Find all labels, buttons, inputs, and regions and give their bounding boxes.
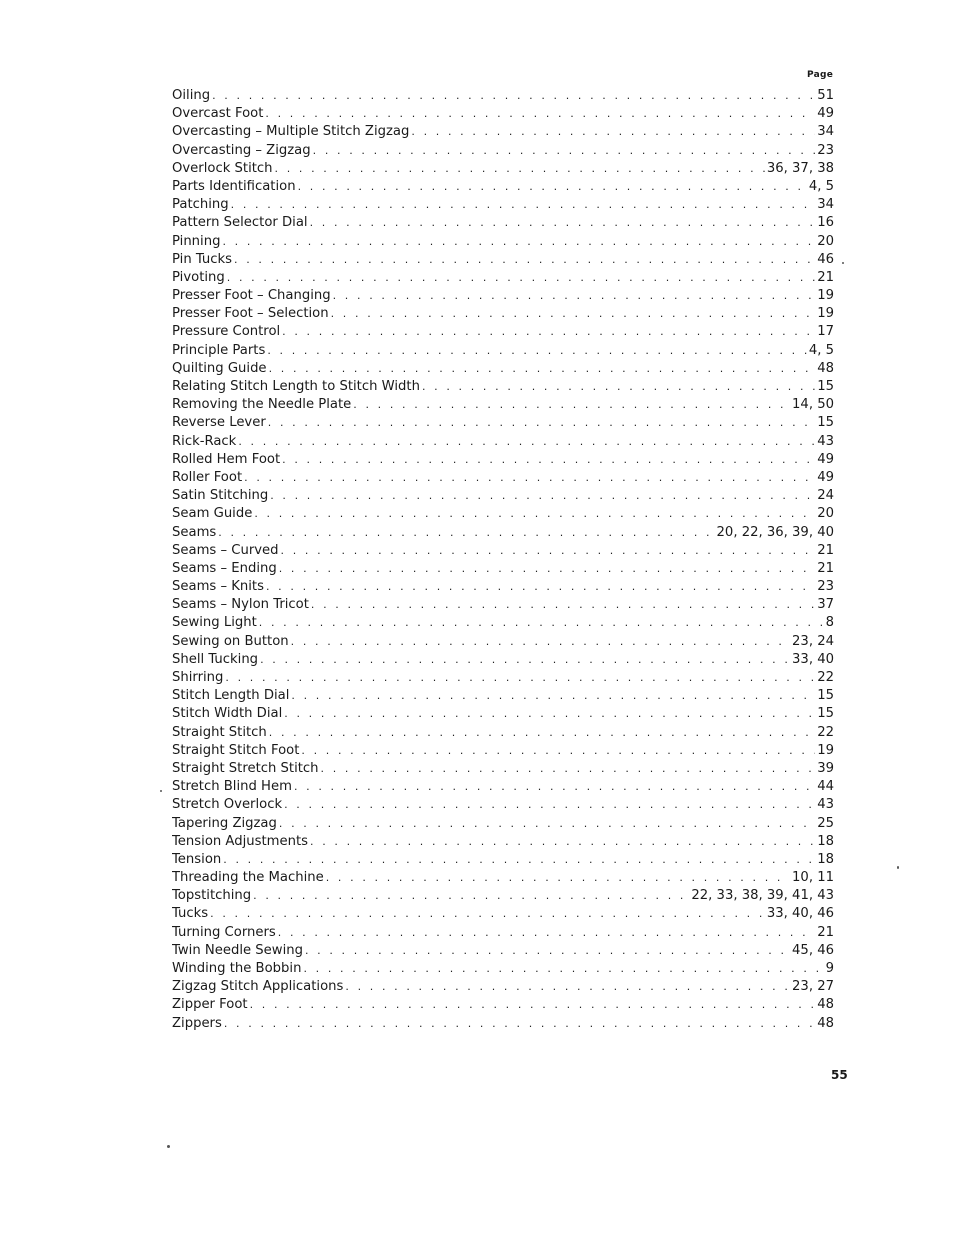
dot-leader <box>311 596 815 614</box>
dot-leader <box>284 705 815 723</box>
index-page-refs: 24 <box>817 488 834 504</box>
scan-speck <box>897 866 899 869</box>
dot-leader <box>254 505 815 523</box>
index-term: Pivoting <box>172 269 225 285</box>
dot-leader <box>222 233 815 251</box>
dot-leader <box>225 669 815 687</box>
index-term: Patching <box>172 197 229 213</box>
index-term: Sewing on Button <box>172 633 289 649</box>
index-page-refs: 48 <box>817 1015 834 1031</box>
index-page-refs: 43 <box>817 433 834 449</box>
index-page-refs: 14, 50 <box>792 397 834 413</box>
dot-leader <box>282 451 815 469</box>
index-page-refs: 16 <box>817 215 834 231</box>
index-page-refs: 22 <box>817 670 834 685</box>
dot-leader <box>333 287 816 305</box>
index-entry <box>172 196 834 214</box>
index-page-refs: 15 <box>817 688 834 704</box>
index-page-refs: 51 <box>817 88 834 103</box>
dot-leader <box>218 524 714 542</box>
index-entry <box>172 524 834 542</box>
index-term: Roller Foot <box>172 469 243 485</box>
index-entry <box>172 560 834 578</box>
scan-speck <box>160 790 162 792</box>
index-term: Parts Identification <box>172 178 296 194</box>
index-entry <box>172 287 834 305</box>
dot-leader <box>331 305 816 323</box>
dot-leader <box>212 87 815 105</box>
dot-leader <box>411 123 815 141</box>
index-entry <box>172 742 834 760</box>
dot-leader <box>313 142 816 160</box>
dot-leader <box>278 924 815 942</box>
dot-leader <box>266 578 815 596</box>
index-term: Rick-Rack <box>172 433 237 449</box>
index-entry <box>172 815 834 833</box>
index-page-refs: 49 <box>817 451 834 467</box>
dot-leader <box>282 323 815 341</box>
dot-leader <box>279 560 816 578</box>
index-list <box>172 87 834 1033</box>
index-entry <box>172 851 834 869</box>
index-entry <box>172 614 834 632</box>
index-term: Stitch Width Dial <box>172 706 283 722</box>
index-term: Satin Stitching <box>172 488 269 504</box>
index-term: Straight Stretch Stitch <box>172 760 319 776</box>
index-page-refs: 48 <box>817 997 834 1013</box>
index-term: Presser Foot – Selection <box>172 306 329 322</box>
index-page-refs: 9 <box>825 961 834 976</box>
dot-leader <box>305 942 790 960</box>
dot-leader <box>422 378 815 396</box>
index-entry <box>172 596 834 614</box>
index-entry <box>172 142 834 160</box>
index-page-refs: 4, 5 <box>808 342 834 358</box>
scan-speck <box>167 1145 170 1148</box>
dot-leader <box>321 760 816 778</box>
dot-leader <box>284 796 815 814</box>
index-entry <box>172 505 834 523</box>
index-page-refs: 37 <box>817 597 834 613</box>
dot-leader <box>268 414 815 432</box>
index-entry <box>172 469 834 487</box>
dot-leader <box>310 833 815 851</box>
index-page-refs: 23 <box>817 142 834 158</box>
dot-leader <box>244 469 815 487</box>
dot-leader <box>259 614 824 632</box>
index-page-refs: 17 <box>817 324 834 340</box>
index-page-refs: 21 <box>817 560 834 576</box>
index-page-refs: 36, 37, 38 <box>766 160 834 176</box>
index-term: Quilting Guide <box>172 360 267 376</box>
index-entry <box>172 378 834 396</box>
index-term: Presser Foot – Changing <box>172 288 331 304</box>
index-entry <box>172 433 834 451</box>
index-entry <box>172 87 834 105</box>
index-page-refs: 19 <box>817 306 834 322</box>
index-term: Tapering Zigzag <box>172 815 277 831</box>
dot-leader <box>275 160 765 178</box>
dot-leader <box>270 487 815 505</box>
index-entry <box>172 924 834 942</box>
scan-speck <box>842 262 844 264</box>
index-page-refs: 39 <box>817 760 834 776</box>
index-entry <box>172 160 834 178</box>
index-term: Seams – Curved <box>172 542 279 558</box>
index-page-refs: 23, 24 <box>792 633 834 649</box>
index-entry <box>172 414 834 432</box>
index-entry <box>172 887 834 905</box>
index-page-refs: 22, 33, 38, 39, 41, 43 <box>691 888 834 904</box>
index-term: Oiling <box>172 88 211 103</box>
index-term: Reverse Lever <box>172 415 266 431</box>
index-page-refs: 33, 40, 46 <box>766 906 834 922</box>
dot-leader <box>294 778 815 796</box>
index-term: Zipper Foot <box>172 997 248 1013</box>
dot-leader <box>298 178 807 196</box>
dot-leader <box>269 724 815 742</box>
index-page-refs: 21 <box>817 269 834 285</box>
index-entry <box>172 942 834 960</box>
index-page-refs: 46 <box>817 251 834 267</box>
index-page-refs: 34 <box>817 197 834 213</box>
index-page-refs: 21 <box>817 924 834 940</box>
index-page-refs: 23, 27 <box>792 979 834 995</box>
index-entry <box>172 869 834 887</box>
index-entry <box>172 778 834 796</box>
index-entry <box>172 1015 834 1033</box>
index-term: Winding the Bobbin <box>172 961 302 976</box>
index-term: Zippers <box>172 1015 222 1031</box>
index-term: Rolled Hem Foot <box>172 451 281 467</box>
dot-leader <box>250 996 816 1014</box>
index-entry <box>172 251 834 269</box>
index-term: Tension Adjustments <box>172 833 309 849</box>
dot-leader <box>326 869 790 887</box>
index-entry <box>172 833 834 851</box>
index-entry <box>172 633 834 651</box>
index-page-refs: 15 <box>817 415 834 431</box>
index-term: Seams – Knits <box>172 579 264 595</box>
index-term: Pin Tucks <box>172 251 233 267</box>
index-entry <box>172 542 834 560</box>
index-entry <box>172 724 834 742</box>
index-page-refs: 45, 46 <box>792 942 834 958</box>
index-page-refs: 43 <box>817 797 834 813</box>
dot-leader <box>345 978 790 996</box>
index-page-refs: 21 <box>817 542 834 558</box>
index-entry <box>172 323 834 341</box>
dot-leader <box>260 651 790 669</box>
index-entry <box>172 687 834 705</box>
index-term: Tension <box>172 851 222 867</box>
index-term: Overcasting – Zigzag <box>172 142 311 158</box>
dot-leader <box>234 251 815 269</box>
index-term: Stretch Blind Hem <box>172 779 292 795</box>
index-entry <box>172 214 834 232</box>
index-entry <box>172 669 834 687</box>
index-entry <box>172 960 834 978</box>
index-term: Tucks <box>172 906 209 922</box>
index-page-refs: 18 <box>817 851 834 867</box>
index-term: Pattern Selector Dial <box>172 215 308 231</box>
index-entry <box>172 451 834 469</box>
index-page-refs: 18 <box>817 833 834 849</box>
index-page-refs: 15 <box>817 379 834 394</box>
index-page-refs: 33, 40 <box>792 651 834 667</box>
dot-leader <box>269 360 816 378</box>
dot-leader <box>210 905 765 923</box>
dot-leader <box>238 433 815 451</box>
index-entry <box>172 578 834 596</box>
dot-leader <box>310 214 816 232</box>
index-page-refs: 20, 22, 36, 39, 40 <box>716 524 834 540</box>
dot-leader <box>265 105 815 123</box>
index-page-refs: 8 <box>825 615 834 631</box>
index-entry <box>172 487 834 505</box>
index-entry <box>172 342 834 360</box>
index-page-refs: 20 <box>817 233 834 249</box>
index-term: Relating Stitch Length to Stitch Width <box>172 379 420 394</box>
index-page-refs: 20 <box>817 506 834 522</box>
index-term: Removing the Needle Plate <box>172 397 352 413</box>
index-page-refs: 49 <box>817 106 834 122</box>
dot-leader <box>291 687 815 705</box>
index-term: Twin Needle Sewing <box>172 942 303 958</box>
index-entry <box>172 360 834 378</box>
index-term: Shirring <box>172 670 224 685</box>
index-term: Overcasting – Multiple Stitch Zigzag <box>172 124 410 140</box>
index-page-refs: 44 <box>817 779 834 795</box>
dot-leader <box>291 633 790 651</box>
index-page-refs: 10, 11 <box>792 870 834 886</box>
index-term: Straight Stitch <box>172 724 267 740</box>
index-page-refs: 19 <box>817 288 834 304</box>
dot-leader <box>231 196 816 214</box>
index-entry <box>172 705 834 723</box>
dot-leader <box>279 815 815 833</box>
index-page-refs: 34 <box>817 124 834 140</box>
index-page-refs: 15 <box>817 706 834 722</box>
index-entry <box>172 996 834 1014</box>
index-entry <box>172 233 834 251</box>
index-page-refs: 25 <box>817 815 834 831</box>
dot-leader <box>267 342 807 360</box>
dot-leader <box>281 542 816 560</box>
index-term: Pinning <box>172 233 221 249</box>
index-term: Overlock Stitch <box>172 160 273 176</box>
index-entry <box>172 305 834 323</box>
index-term: Topstitching <box>172 888 252 904</box>
index-term: Seams – Ending <box>172 560 277 576</box>
index-entry <box>172 978 834 996</box>
index-term: Seams – Nylon Tricot <box>172 597 309 613</box>
dot-leader <box>224 1015 815 1033</box>
index-entry <box>172 760 834 778</box>
index-entry <box>172 396 834 414</box>
index-page-refs: 49 <box>817 469 834 485</box>
index-term: Zigzag Stitch Applications <box>172 979 344 995</box>
index-term: Stretch Overlock <box>172 797 283 813</box>
index-entry <box>172 905 834 923</box>
index-term: Sewing Light <box>172 615 257 631</box>
dot-leader <box>253 887 689 905</box>
dot-leader <box>227 269 815 287</box>
index-term: Stitch Length Dial <box>172 688 290 704</box>
index-term: Seams <box>172 524 217 540</box>
index-page-refs: 22 <box>817 724 834 740</box>
index-page-refs: 4, 5 <box>808 178 834 194</box>
index-page-refs: 48 <box>817 360 834 376</box>
index-term: Threading the Machine <box>172 870 324 886</box>
page-number: 55 <box>831 1068 848 1082</box>
page-column-header: Page <box>807 70 834 80</box>
index-page-refs: 23 <box>817 579 834 595</box>
index-page-refs: 19 <box>817 742 834 758</box>
index-term: Overcast Foot <box>172 106 264 122</box>
index-entry <box>172 796 834 814</box>
index-entry <box>172 651 834 669</box>
index-term: Shell Tucking <box>172 651 259 667</box>
index-term: Pressure Control <box>172 324 281 340</box>
index-term: Principle Parts <box>172 342 266 358</box>
dot-leader <box>303 960 823 978</box>
index-term: Straight Stitch Foot <box>172 742 300 758</box>
index-entry <box>172 269 834 287</box>
dot-leader <box>353 396 790 414</box>
index-term: Seam Guide <box>172 506 253 522</box>
index-entry <box>172 105 834 123</box>
index-entry <box>172 123 834 141</box>
dot-leader <box>223 851 815 869</box>
index-entry <box>172 178 834 196</box>
dot-leader <box>301 742 815 760</box>
index-term: Turning Corners <box>172 924 276 940</box>
